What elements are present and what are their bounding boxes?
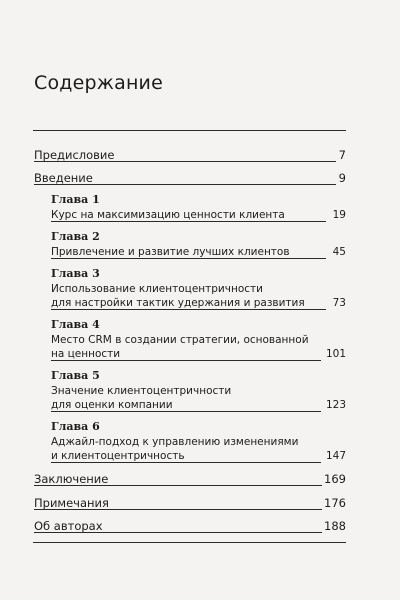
toc-entry-label: Об авторах	[34, 519, 103, 533]
toc-entry-label: Примечания	[34, 496, 109, 510]
page-number: 9	[338, 171, 346, 185]
leader-line	[51, 411, 321, 412]
leader-line	[34, 509, 322, 510]
chapter-label: Глава 6	[51, 420, 100, 433]
page-number: 176	[324, 496, 346, 510]
toc-entry-label: Привлечение и развитие лучших клиентов	[51, 246, 290, 258]
toc-entry-chapter-4[interactable]	[51, 333, 346, 363]
toc-entry-label: Аджайл-подход к управлению изменениями	[51, 436, 299, 448]
toc-entry-label: Введение	[34, 171, 93, 185]
toc-entry-chapter-2[interactable]	[51, 245, 346, 261]
leader-line	[51, 462, 321, 463]
chapter-label: Глава 5	[51, 369, 100, 382]
leader-line	[51, 309, 326, 310]
toc-entry-label: Курс на максимизацию ценности клиента	[51, 209, 285, 221]
page-number: 7	[338, 148, 346, 162]
toc-entry-label: Предисловие	[34, 148, 115, 162]
bottom-rule	[33, 542, 346, 543]
page-number: 188	[324, 519, 346, 533]
leader-line	[51, 360, 321, 361]
toc-entry-label: Использование клиентоцентричности	[51, 283, 263, 295]
page-title: Содержание	[34, 72, 163, 94]
toc-entry-chapter-6[interactable]	[51, 435, 346, 465]
leader-line	[51, 221, 326, 222]
page-number: 19	[332, 209, 346, 221]
leader-line	[51, 258, 326, 259]
leader-line	[34, 532, 322, 533]
page-number: 147	[325, 450, 346, 462]
chapter-label: Глава 1	[51, 193, 100, 206]
toc-entry-chapter-5[interactable]	[51, 384, 346, 414]
leader-line	[34, 184, 336, 185]
page-number: 123	[325, 399, 346, 411]
page-number: 73	[332, 297, 346, 309]
page-number: 169	[324, 472, 346, 486]
toc-entry-authors[interactable]	[34, 519, 346, 535]
toc-entry-intro[interactable]	[34, 171, 346, 187]
toc-entry-chapter-1[interactable]	[51, 208, 346, 224]
chapter-label: Глава 3	[51, 267, 100, 280]
page-number: 101	[325, 348, 346, 360]
toc-entry-preface[interactable]	[34, 148, 346, 164]
toc-entry-conclusion[interactable]	[34, 472, 346, 488]
toc-entry-label: Значение клиентоцентричности	[51, 385, 232, 397]
toc-entry-notes[interactable]	[34, 496, 346, 512]
toc-entry-label: Заключение	[34, 472, 109, 486]
leader-line	[34, 485, 322, 486]
toc-entry-label-line-2: для оценки компании	[51, 399, 173, 411]
chapter-label: Глава 2	[51, 230, 100, 243]
toc-entry-label-line-2: для настройки тактик удержания и развития	[51, 297, 305, 309]
toc-entry-label: Место CRM в создании стратегии, основанной	[51, 334, 309, 346]
leader-line	[34, 161, 336, 162]
page-number: 45	[332, 246, 346, 258]
chapter-label: Глава 4	[51, 318, 100, 331]
toc-entry-label-line-2: на ценности	[51, 348, 121, 360]
toc-entry-label-line-2: и клиентоцентричность	[51, 450, 185, 462]
toc-entry-chapter-3[interactable]	[51, 282, 346, 312]
